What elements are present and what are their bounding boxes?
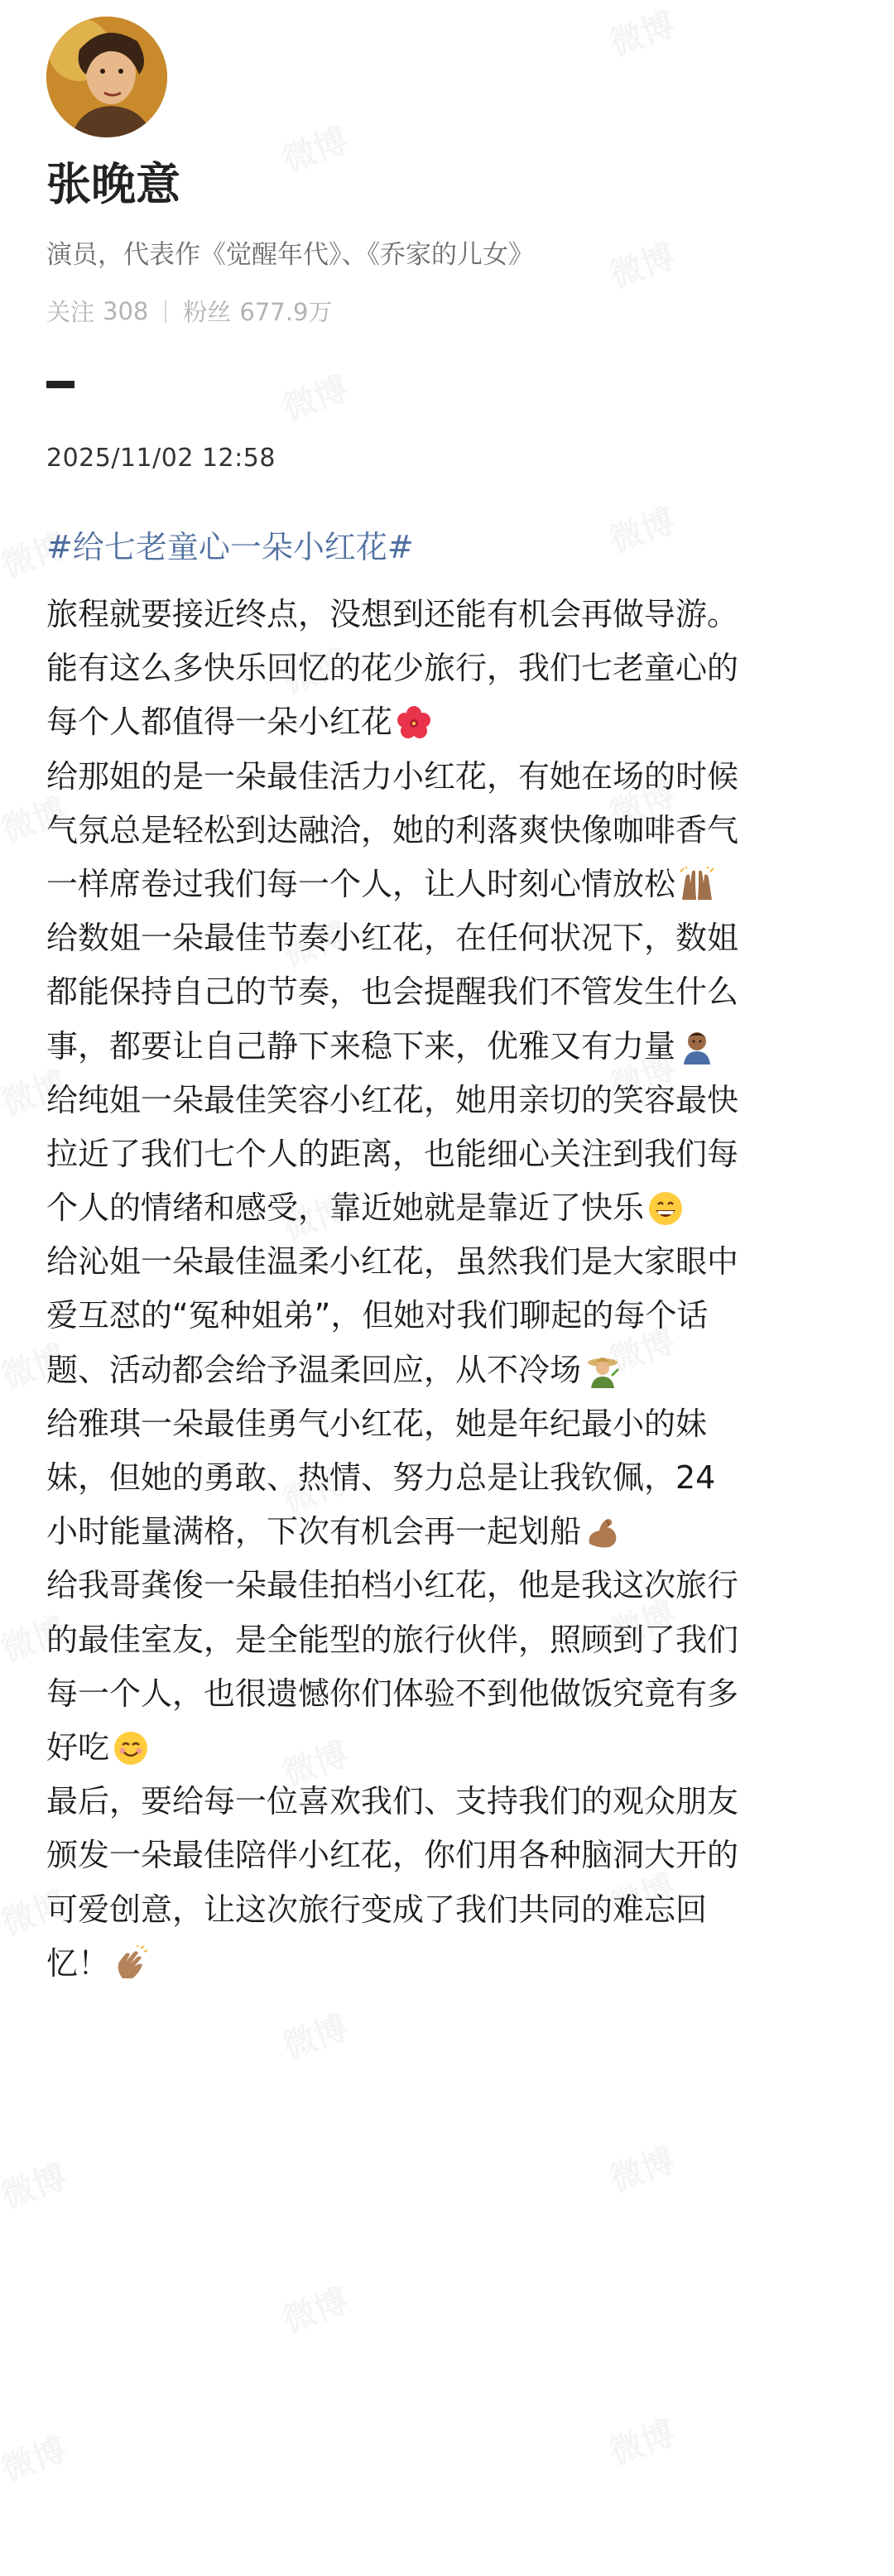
post-line bbox=[46, 1559, 866, 1612]
post-line bbox=[46, 1181, 866, 1235]
post-line-text: 事，都要让自己静下来稳下来，优雅又有力量 bbox=[46, 1027, 676, 1065]
post-line-text: 最后，要给每一位喜欢我们、支持我们的观众朋友 bbox=[46, 1783, 739, 1820]
post-line-text: 忆！ bbox=[46, 1944, 110, 1982]
post-line-text: 给沁姐一朵最佳温柔小红花，虽然我们是大家眼中 bbox=[46, 1243, 739, 1281]
post-line-text: 爱互怼的“冤种姐弟”，但她对我们聊起的每个话 bbox=[46, 1297, 709, 1334]
following-count[interactable]: 308 bbox=[103, 296, 149, 325]
post-line bbox=[46, 1505, 866, 1559]
post-line bbox=[46, 1235, 866, 1289]
post-line-text: 每个人都值得一朵小红花 bbox=[46, 704, 393, 741]
followers-count[interactable]: 677.9万 bbox=[239, 298, 333, 326]
section-divider bbox=[46, 381, 74, 388]
post-line bbox=[46, 695, 866, 749]
raised-hands-emoji bbox=[679, 867, 715, 903]
post-line-text: 的最佳室友，是全能型的旅行伙伴，照顾到了我们 bbox=[46, 1621, 739, 1658]
post-line bbox=[46, 965, 866, 1019]
post-content bbox=[46, 588, 866, 1991]
weibo-watermark bbox=[276, 2002, 354, 2069]
profile-stats bbox=[46, 294, 332, 328]
grinning-emoji bbox=[647, 1190, 684, 1227]
post-line bbox=[46, 1343, 866, 1397]
post-line bbox=[46, 1127, 866, 1181]
post-timestamp: 2025/11/02 12:58 bbox=[46, 444, 276, 473]
post-line bbox=[46, 858, 866, 911]
post-line bbox=[46, 1397, 866, 1451]
post-line bbox=[46, 804, 866, 858]
post-line-text: 颁发一朵最佳陪伴小红花，你们用各种脑洞大开的 bbox=[46, 1837, 739, 1874]
weibo-watermark bbox=[276, 114, 354, 181]
post-line-text: 给纯姐一朵最佳笑容小红花，她用亲切的笑容最快 bbox=[46, 1081, 739, 1118]
post-line bbox=[46, 642, 866, 695]
post-line-text: 每一个人，也很遗憾你们体验不到他做饭究竟有多 bbox=[46, 1675, 739, 1712]
weibo-watermark bbox=[276, 2275, 354, 2342]
post-line-text: 题、活动都会给予温柔回应，从不冷场 bbox=[46, 1351, 582, 1388]
post-line-text: 旅程就要接近终点，没想到还能有机会再做导游。 bbox=[46, 596, 739, 632]
weibo-watermark bbox=[603, 230, 681, 297]
post-line-text: 小时能量满格，下次有机会再一起划船 bbox=[46, 1513, 582, 1550]
weibo-watermark bbox=[603, 0, 681, 65]
person-emoji bbox=[679, 1028, 715, 1065]
stats-divider bbox=[165, 300, 166, 323]
weibo-watermark bbox=[603, 2407, 681, 2474]
following-label[interactable]: 关注 bbox=[46, 298, 95, 326]
farmer-emoji bbox=[584, 1352, 621, 1388]
post-line-text: 可爱创意，让这次旅行变成了我们共同的难忘回 bbox=[46, 1891, 708, 1928]
post-line bbox=[46, 588, 866, 642]
post-line bbox=[46, 911, 866, 965]
avatar-image bbox=[46, 17, 167, 137]
profile-name[interactable]: 张晚意 bbox=[46, 158, 180, 210]
post-line-text: 给那姐的是一朵最佳活力小红花，有她在场的时候 bbox=[46, 757, 739, 795]
post-line bbox=[46, 1937, 866, 1991]
post-line bbox=[46, 750, 866, 804]
hibiscus-emoji bbox=[396, 704, 432, 741]
post-line bbox=[46, 1074, 866, 1127]
post-line-text: 都能保持自己的节奏，也会提醒我们不管发生什么 bbox=[46, 973, 739, 1011]
post-line-text: 能有这么多快乐回忆的花少旅行，我们七老童心的 bbox=[46, 650, 739, 687]
post-line-text: 气氛总是轻松到达融洽，她的利落爽快像咖啡香气 bbox=[46, 811, 739, 848]
weibo-watermark bbox=[0, 2424, 72, 2491]
smiling-emoji bbox=[113, 1730, 149, 1766]
post-line bbox=[46, 1883, 866, 1937]
post-line-text: 拉近了我们七个人的距离，也能细心关注到我们每 bbox=[46, 1135, 739, 1172]
post-line-text: 给我哥龚俊一朵最佳拍档小红花，他是我这次旅行 bbox=[46, 1567, 739, 1604]
post-line bbox=[46, 1721, 866, 1775]
avatar[interactable] bbox=[46, 17, 167, 137]
followers-label[interactable]: 粉丝 bbox=[183, 298, 232, 326]
profile-bio: 演员，代表作《觉醒年代》、《乔家的儿女》 bbox=[46, 240, 534, 270]
post-line-text: 给数姐一朵最佳节奏小红花，在任何状况下，数姐 bbox=[46, 920, 739, 957]
clapping-emoji bbox=[113, 1945, 149, 1982]
post-line-text: 一样席卷过我们每一个人，让人时刻心情放松 bbox=[46, 865, 676, 902]
post-line bbox=[46, 1020, 866, 1074]
post-line bbox=[46, 1667, 866, 1721]
post-hashtag[interactable]: #给七老童心一朵小红花# bbox=[46, 529, 414, 565]
flexed-biceps-emoji bbox=[584, 1514, 621, 1550]
weibo-watermark bbox=[603, 2134, 681, 2201]
weibo-watermark bbox=[0, 2151, 72, 2218]
post-line bbox=[46, 1289, 866, 1343]
weibo-watermark bbox=[603, 495, 681, 562]
post-line bbox=[46, 1613, 866, 1667]
post-line-text: 给雅琪一朵最佳勇气小红花，她是年纪最小的妹 bbox=[46, 1405, 708, 1442]
post-line-text: 个人的情绪和感受，靠近她就是靠近了快乐 bbox=[46, 1189, 645, 1227]
post-line bbox=[46, 1775, 866, 1829]
post-line-text: 好吃 bbox=[46, 1728, 110, 1766]
post-line-text: 妹，但她的勇敢、热情、努力总是让我钦佩，24 bbox=[46, 1459, 716, 1496]
weibo-watermark bbox=[276, 363, 354, 430]
post-line bbox=[46, 1451, 866, 1505]
post-line bbox=[46, 1829, 866, 1882]
